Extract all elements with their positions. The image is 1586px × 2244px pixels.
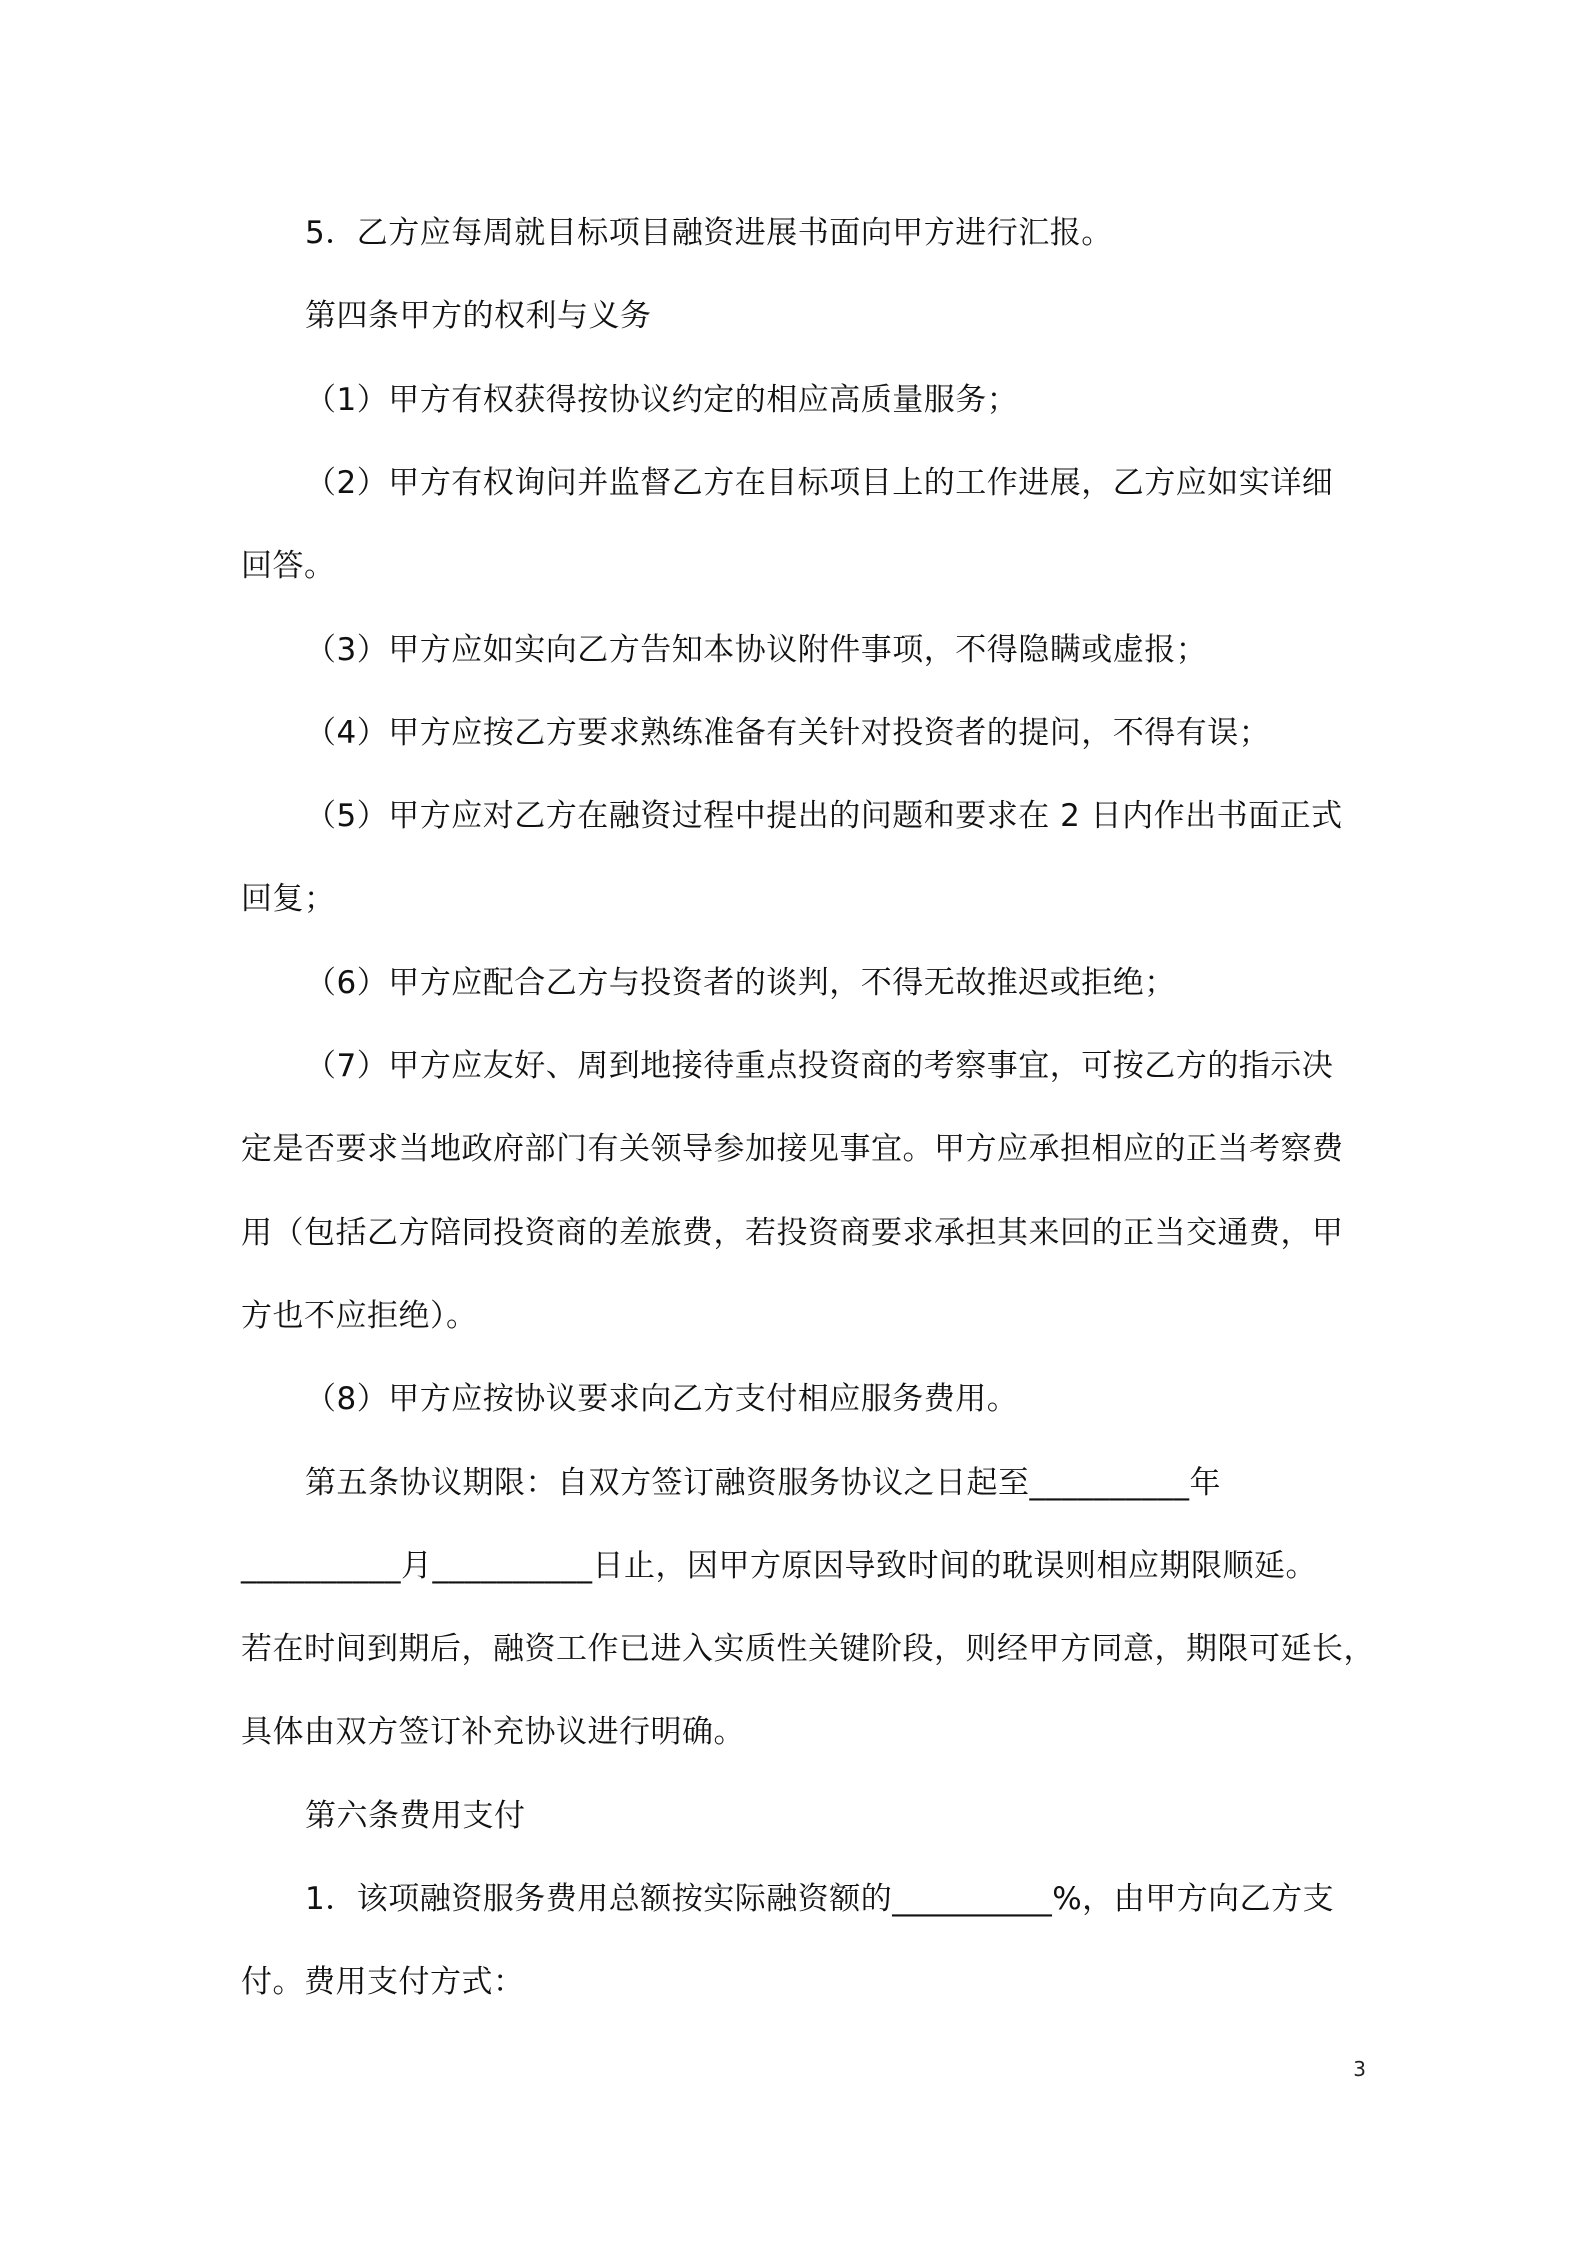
text-line: 具体由双方签订补充协议进行明确。 (241, 1714, 745, 1750)
text-line: （1）甲方有权获得按协议约定的相应高质量服务； (305, 382, 1019, 418)
section-heading: 第六条费用支付 (305, 1798, 526, 1834)
text-line: 定是否要求当地政府部门有关领导参加接见事宜。甲方应承担相应的正当考察费 (241, 1131, 1344, 1167)
text-line: （8）甲方应按协议要求向乙方支付相应服务费用。 (305, 1381, 1019, 1417)
text-line: （2）甲方有权询问并监督乙方在目标项目上的工作进展，乙方应如实详细 (305, 465, 1334, 501)
text-line: 1．该项融资服务费用总额按实际融资额的__________%，由甲方向乙方支 (305, 1881, 1335, 1917)
text-line: 方也不应拒绝）。 (241, 1298, 478, 1334)
text-line: （6）甲方应配合乙方与投资者的谈判，不得无故推迟或拒绝； (305, 965, 1176, 1001)
section-heading: 第五条协议期限：自双方签订融资服务协议之日起至__________年 (305, 1465, 1221, 1501)
text-line: 5．乙方应每周就目标项目融资进展书面向甲方进行汇报。 (305, 215, 1113, 251)
text-line: （3）甲方应如实向乙方告知本协议附件事项，不得隐瞒或虚报； (305, 632, 1208, 668)
text-line: （7）甲方应友好、周到地接待重点投资商的考察事宜，可按乙方的指示决 (305, 1048, 1334, 1084)
text-line: （4）甲方应按乙方要求熟练准备有关针对投资者的提问，不得有误； (305, 715, 1271, 751)
section-heading: 第四条甲方的权利与义务 (305, 298, 652, 334)
text-line: __________月__________日止，因甲方原因导致时间的耽误则相应期限顺延。 (241, 1548, 1317, 1584)
text-line: （5）甲方应对乙方在融资过程中提出的问题和要求在 2 日内作出书面正式 (305, 798, 1343, 834)
text-line: 回答。 (241, 548, 336, 584)
page-number: 3 (1353, 2057, 1366, 2081)
text-line: 付。费用支付方式： (241, 1964, 525, 2000)
text-line: 回复； (241, 881, 336, 917)
text-line: 若在时间到期后，融资工作已进入实质性关键阶段，则经甲方同意，期限可延长， (241, 1631, 1375, 1667)
text-line: 用（包括乙方陪同投资商的差旅费，若投资商要求承担其来回的正当交通费，甲 (241, 1215, 1344, 1251)
